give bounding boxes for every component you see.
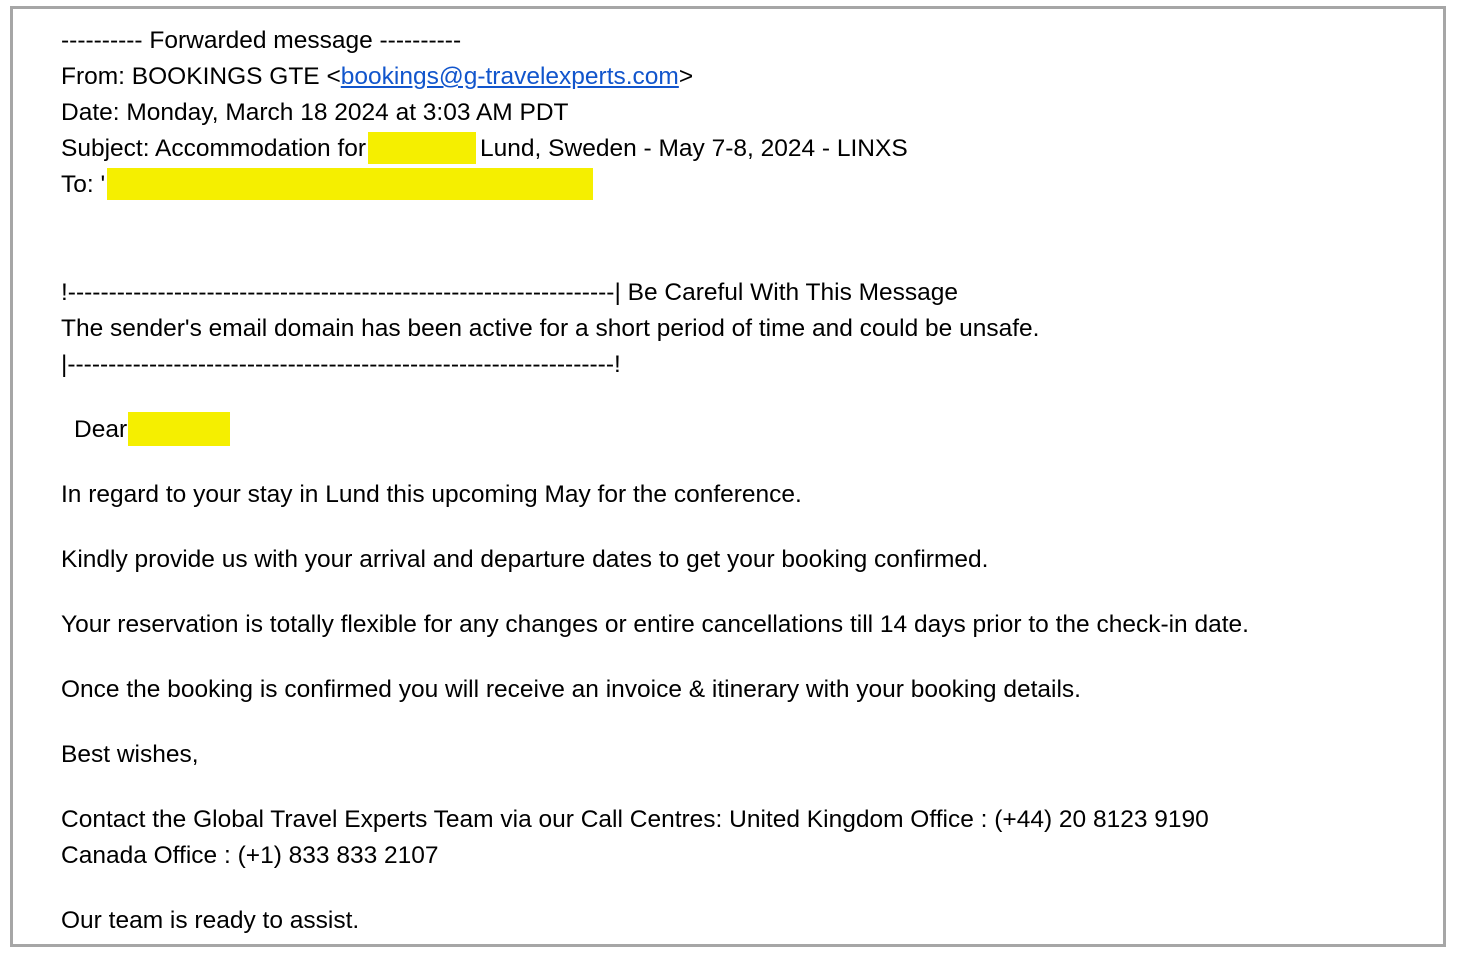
body-paragraph: Kindly provide us with your arrival and departure dates to get your booking confirmed. [61, 546, 989, 573]
contact-line-canada: Canada Office : (+1) 833 833 2107 [61, 842, 439, 869]
warning-top-line: !-------------------------------------------------------------------| Be Careful With This Message [61, 279, 959, 306]
sign-off: Best wishes, [61, 741, 199, 768]
spacer [61, 578, 1249, 607]
greeting-line [61, 412, 1249, 448]
contact-line-uk: Contact the Global Travel Experts Team via our Call Centres: United Kingdom Office : (+44) 20 8123 9190 [61, 806, 1209, 833]
warning-bottom-line: |-------------------------------------------------------------------! [61, 351, 621, 378]
spacer [61, 643, 1249, 672]
redacted-name-block [368, 132, 476, 164]
spacer [61, 874, 1249, 903]
email-content [61, 23, 1249, 939]
closing-line: Our team is ready to assist. [61, 907, 360, 934]
warning-message: The sender's email domain has been active for a short period of time and could be unsafe. [61, 315, 1040, 342]
to-line [61, 167, 1249, 203]
sender-email-link[interactable]: bookings@g-travelexperts.com [340, 63, 679, 90]
forwarded-banner: ---------- Forwarded message ---------- [61, 27, 462, 54]
spacer [61, 513, 1249, 542]
greeting-text: Dear [74, 416, 128, 443]
date-line: Date: Monday, March 18 2024 at 3:03 AM PDT [61, 99, 569, 126]
spacer [61, 773, 1249, 802]
spacer [61, 383, 1249, 412]
redacted-greeting-name [128, 412, 230, 446]
body-paragraph: Once the booking is confirmed you will receive an invoice & itinerary with your booking details. [61, 676, 1081, 703]
from-label: From: [61, 63, 132, 90]
redacted-recipient-block [107, 168, 593, 200]
spacer [61, 448, 1249, 477]
subject-suffix: Lund, Sweden - May 7-8, 2024 - LINXS [480, 135, 908, 162]
body-paragraph: Your reservation is totally flexible for any changes or entire cancellations till 14 days prior to the check-in date. [61, 611, 1249, 638]
from-close: > [678, 63, 694, 90]
from-name: BOOKINGS GTE < [131, 63, 341, 90]
to-prefix: To: ' [61, 171, 106, 198]
spacer [61, 203, 1249, 275]
from-line [61, 59, 1249, 95]
spacer [61, 708, 1249, 737]
body-paragraph: In regard to your stay in Lund this upcoming May for the conference. [61, 481, 802, 508]
subject-prefix: Subject: Accommodation for [61, 135, 367, 162]
email-frame [10, 6, 1446, 947]
subject-line [61, 131, 1249, 167]
